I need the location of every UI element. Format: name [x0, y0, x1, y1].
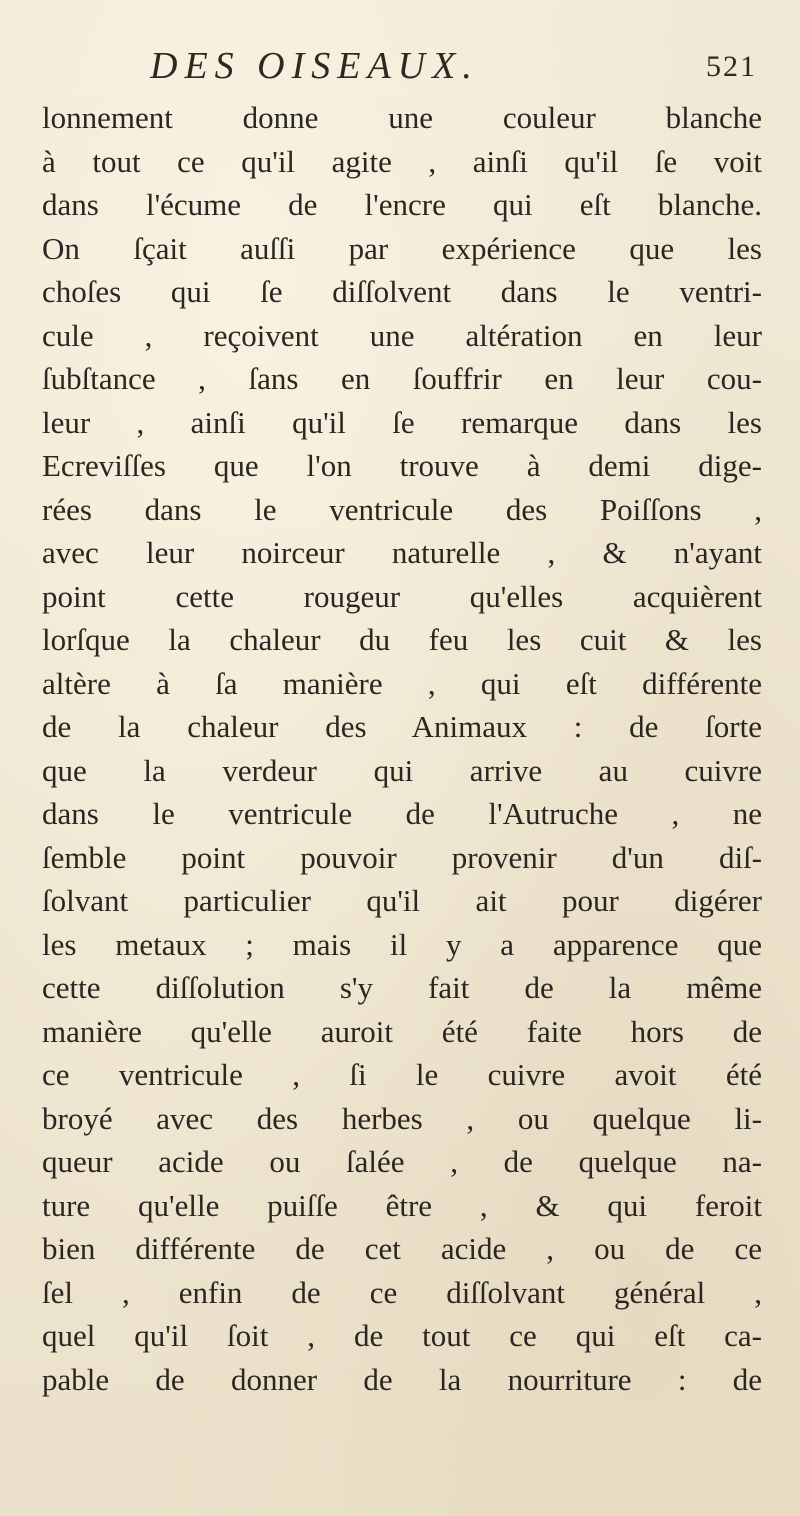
text-line: choſes qui ſe diſſolvent dans le ventri-	[42, 274, 762, 309]
text-line: altère à ſa manière , qui eſt différente	[42, 665, 762, 701]
text-line: ſolvant particulier qu'il ait pour digérer	[42, 883, 762, 918]
text-line: ſemble point pouvoir provenir d'un diſ-	[42, 839, 762, 875]
text-line: point cette rougeur qu'elles acquièrent	[42, 578, 762, 614]
text-line: On ſçait auſſi par expérience que les	[42, 230, 762, 266]
running-head	[0, 44, 800, 96]
text-line: manière qu'elle auroit été faite hors de	[42, 1013, 762, 1049]
text-line: ce ventricule , ſi le cuivre avoit été	[42, 1057, 762, 1092]
text-line: cette diſſolution s'y fait de la même	[42, 970, 762, 1005]
text-line: dans le ventricule de l'Autruche , ne	[42, 796, 762, 831]
body-text	[42, 96, 762, 1401]
text-line: que la verdeur qui arrive au cuivre	[42, 752, 762, 788]
text-line: queur acide ou ſalée , de quelque na-	[42, 1144, 762, 1179]
text-line: pable de donner de la nourriture : de	[42, 1361, 762, 1397]
text-line: cule , reçoivent une altération en leur	[42, 317, 762, 353]
page-number: 521	[706, 50, 757, 83]
text-line: quel qu'il ſoit , de tout ce qui eſt ca-	[42, 1318, 762, 1353]
text-line: dans l'écume de l'encre qui eſt blanche.	[42, 187, 762, 222]
text-line: Ecreviſſes que l'on trouve à demi dige-	[42, 448, 762, 483]
text-line: ſel , enfin de ce diſſolvant général ,	[42, 1274, 762, 1310]
text-line: les metaux ; mais il y a apparence que	[42, 926, 762, 962]
running-head-title: DES OISEAUX.	[150, 45, 479, 87]
text-line: broyé avec des herbes , ou quelque li-	[42, 1100, 762, 1136]
text-line: de la chaleur des Animaux : de ſorte	[42, 709, 762, 744]
text-line: leur , ainſi qu'il ſe remarque dans les	[42, 404, 762, 440]
text-line: rées dans le ventricule des Poiſſons ,	[42, 491, 762, 527]
text-line: bien différente de cet acide , ou de ce	[42, 1231, 762, 1266]
text-line: lonnement donne une couleur blanche	[42, 100, 762, 135]
text-line: ture qu'elle puiſſe être , & qui feroit	[42, 1187, 762, 1223]
text-line: avec leur noirceur naturelle , & n'ayant	[42, 535, 762, 570]
text-line: à tout ce qu'il agite , ainſi qu'il ſe voit	[42, 143, 762, 179]
text-line: ſubſtance , ſans en ſouffrir en leur cou-	[42, 361, 762, 396]
text-line: lorſque la chaleur du feu les cuit & les	[42, 622, 762, 657]
